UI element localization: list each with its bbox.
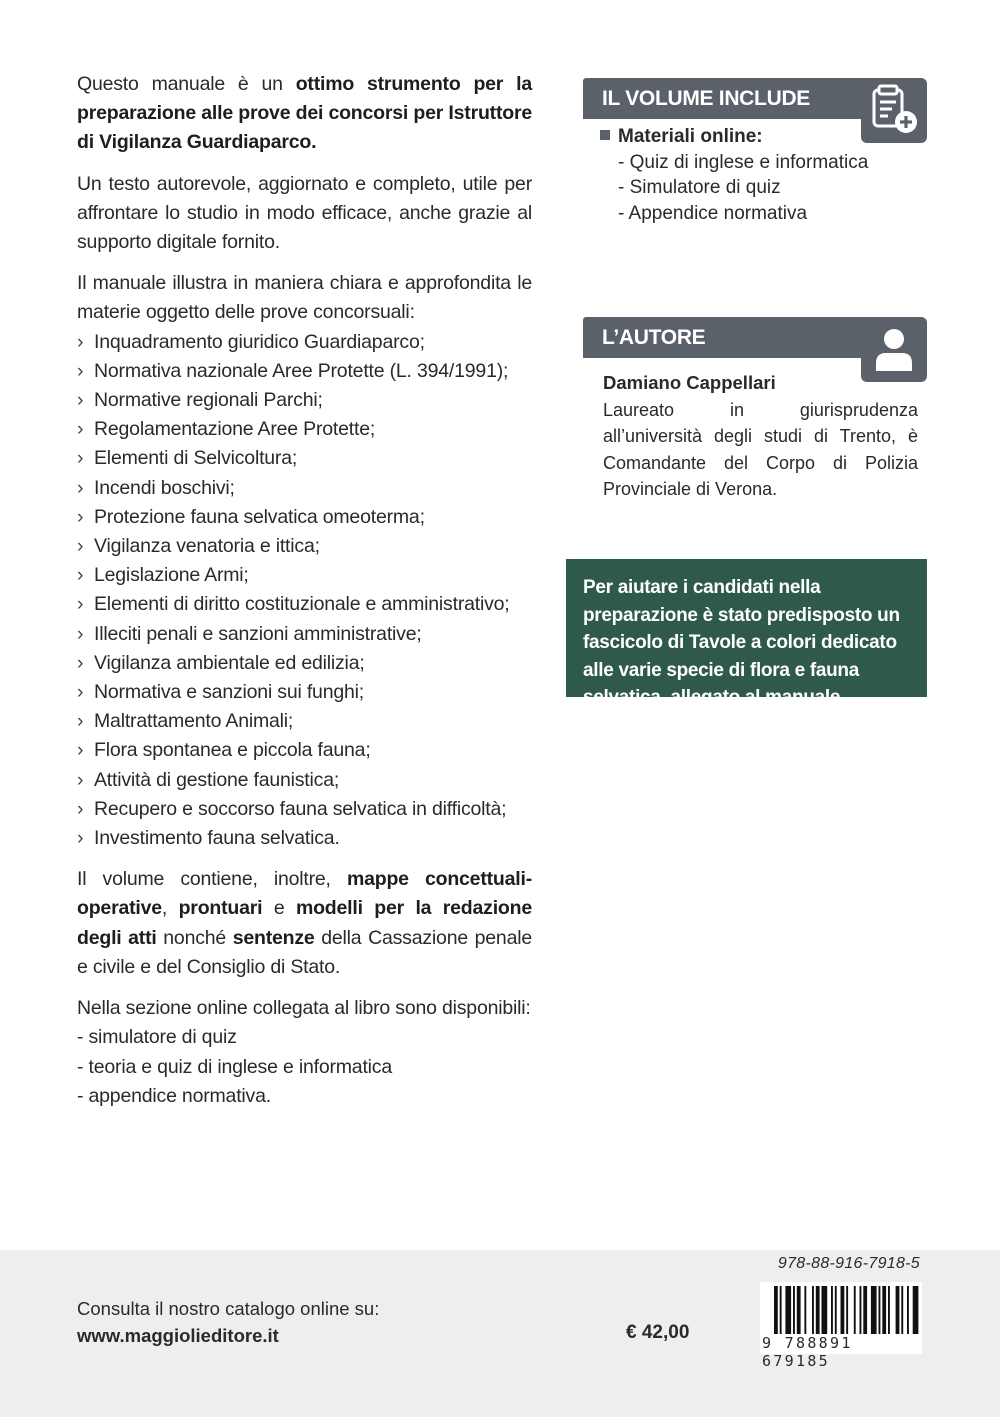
contents-text: della Cassazione penale e civile e del Consiglio di Stato.	[77, 926, 532, 978]
author-bio: Laureato in giurisprudenza all’università degli studi di Trento, è Comandante del Corpo di Polizia Provinciale di Verona.	[603, 399, 918, 499]
subject-item: › Elementi di diritto costituzionale e amministrativo;	[77, 590, 532, 619]
subject-item: › Attività di gestione faunistica;	[77, 766, 532, 795]
square-bullet-icon	[600, 130, 610, 140]
subject-item: › Protezione fauna selvatica omeoterma;	[77, 503, 532, 532]
catalog-label: Consulta il nostro catalogo online su:	[77, 1298, 380, 1319]
online-item: - simulatore di quiz	[77, 1026, 237, 1049]
subject-item: › Normativa e sanzioni sui funghi;	[77, 678, 532, 707]
contents-bold: modelli per la redazione degli atti	[77, 897, 532, 949]
online-intro: Nella sezione online collegata al libro sono disponibili:	[77, 997, 531, 1020]
contents-bold: mappe concettuali-operative	[77, 868, 532, 920]
publisher-url-link[interactable]: www.maggiolieditore.it	[77, 1325, 279, 1346]
subject-item: › Regolamentazione Aree Protette;	[77, 415, 532, 444]
volume-include-header	[583, 78, 927, 119]
tavole-highlight-text: Per aiutare i candidati nella preparazione è stato predisposto un fascicolo di Tavole a colori dedicato alle varie specie di flora e fauna selvatica, allegato al manuale.	[583, 577, 900, 708]
online-item: - teoria e quiz di inglese e informatica	[77, 1055, 392, 1078]
subject-item: › Investimento fauna selvatica.	[77, 824, 532, 853]
subject-item: › Vigilanza venatoria e ittica;	[77, 532, 532, 561]
contents-paragraph	[77, 865, 532, 982]
online-item: - appendice normativa.	[77, 1084, 271, 1107]
volume-include-list	[600, 150, 920, 227]
intro-bold-text: ottimo strumento per la preparazione alle prove dei concorsi per Istruttore di Vigilanza Guardiaparco.	[77, 73, 532, 154]
subject-item: › Incendi boschivi;	[77, 474, 532, 503]
subject-item: › Normativa nazionale Aree Protette (L. 394/1991);	[77, 357, 532, 386]
footer	[0, 1250, 1000, 1417]
author-content	[603, 370, 918, 503]
volume-include-item: - Simulatore di quiz	[618, 177, 781, 198]
online-list	[77, 1023, 532, 1111]
subject-item: › Elementi di Selvicoltura;	[77, 444, 532, 473]
volume-include-content	[600, 124, 920, 226]
contents-bold: sentenze	[232, 926, 315, 949]
intro-text: Questo manuale è un	[77, 73, 296, 95]
intro-paragraph	[77, 70, 532, 158]
subject-item: › Inquadramento giuridico Guardiaparco;	[77, 328, 532, 357]
volume-include-title: IL VOLUME INCLUDE	[602, 87, 811, 110]
author-name: Damiano Cappellari	[603, 372, 776, 393]
tavole-highlight-box	[566, 559, 927, 708]
subject-item: › Flora spontanea e piccola fauna;	[77, 736, 532, 765]
author-header	[583, 317, 927, 358]
catalog-block	[77, 1295, 379, 1349]
subject-item: › Illeciti penali e sanzioni amministrative;	[77, 620, 532, 649]
subject-item: › Maltrattamento Animali;	[77, 707, 532, 736]
contents-bold: prontuari	[178, 897, 263, 920]
summary-paragraph: Un testo autorevole, aggiornato e completo, utile per affrontare lo studio in modo efficace, anche grazie al supporto digitale fornito.	[77, 172, 532, 254]
subject-list	[77, 328, 532, 854]
contents-text: e	[262, 897, 296, 920]
subject-item: › Vigilanza ambientale ed edilizia;	[77, 649, 532, 678]
author-title: L’AUTORE	[602, 326, 706, 349]
subject-item: › Normative regionali Parchi;	[77, 386, 532, 415]
online-materials-heading	[600, 124, 920, 150]
subjects-intro: Il manuale illustra in maniera chiara e approfondita le materie oggetto delle prove concorsuali:	[77, 272, 532, 324]
online-materials-label: Materiali online:	[618, 126, 763, 147]
isbn-number: 978-88-916-7918-5	[777, 1255, 920, 1272]
volume-include-item: - Quiz di inglese e informatica	[618, 151, 869, 173]
contents-text: Il volume contiene, inoltre,	[77, 868, 347, 891]
volume-include-item: - Appendice normativa	[618, 202, 808, 224]
subject-item: › Recupero e soccorso fauna selvatica in difficoltà;	[77, 795, 532, 824]
price: € 42,00	[626, 1322, 690, 1343]
contents-text: nonché	[156, 926, 233, 949]
subject-item: › Legislazione Armi;	[77, 561, 532, 590]
description-column	[77, 70, 532, 1111]
contents-text: ,	[161, 897, 179, 920]
barcode-digits: 9 788891 679185	[762, 1334, 922, 1354]
